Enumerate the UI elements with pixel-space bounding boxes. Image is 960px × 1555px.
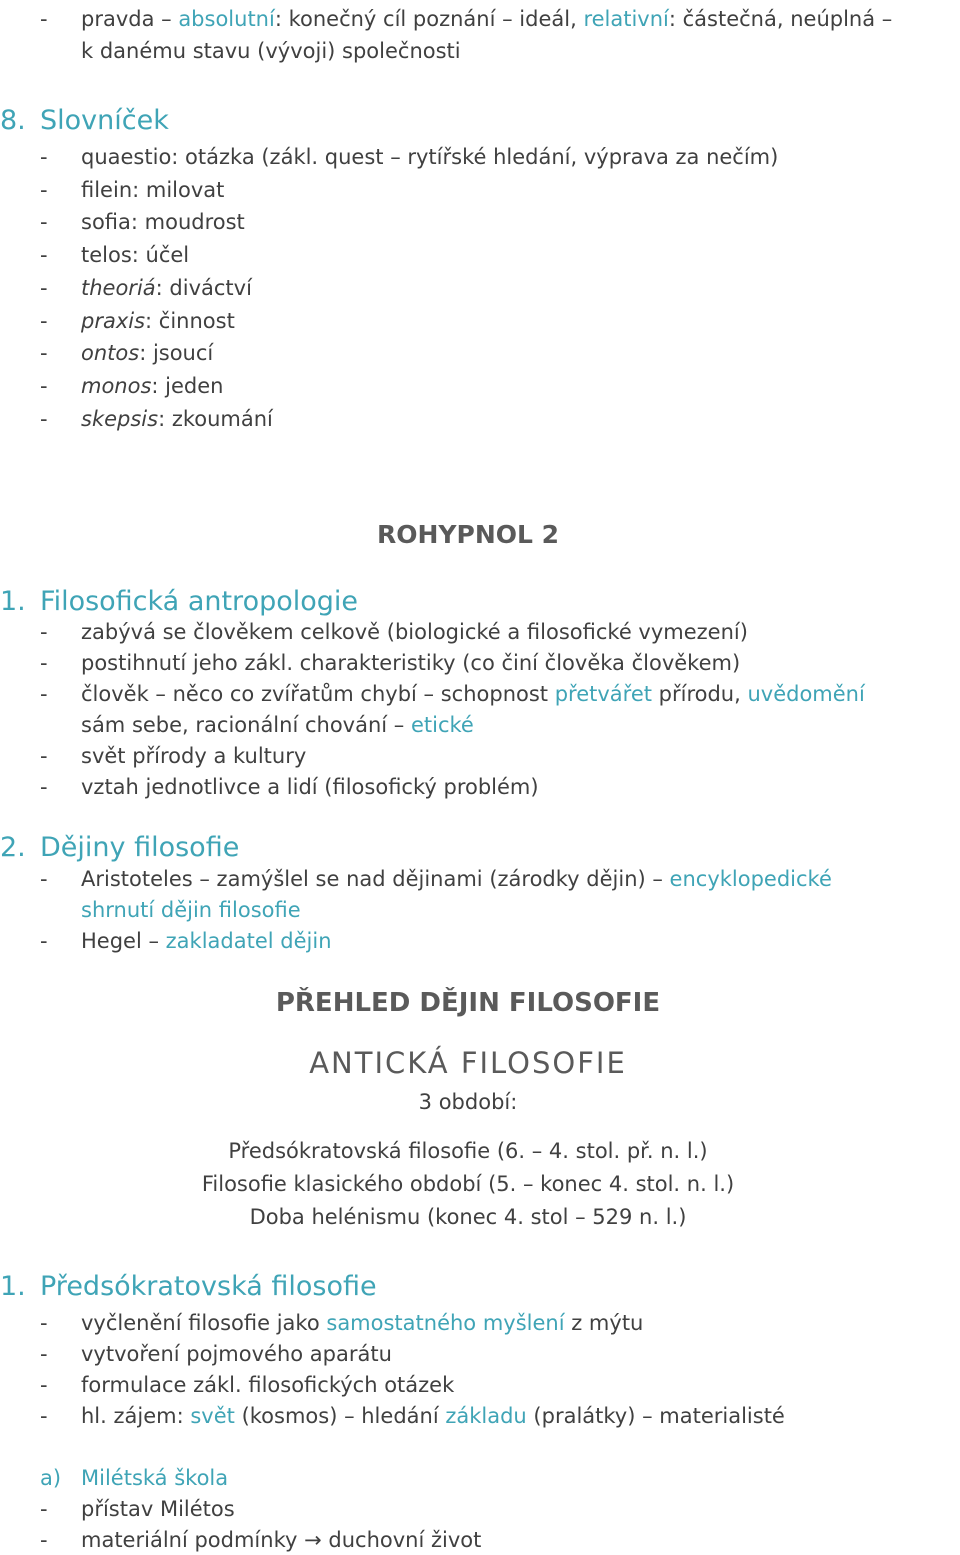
heading-number: 1. [0,1271,26,1302]
bullet-dash: - [40,178,48,202]
term-pretvaret: přetvářet [554,682,652,706]
subsection-text: Milétská škola [81,1466,229,1490]
term-uvedomeni: uvědomění [747,682,865,706]
bullet-dash: - [40,1497,48,1521]
bullet-dash: - [40,620,48,644]
heading-number: 1. [0,586,26,617]
bullet-dash: - [40,341,48,365]
text: hl. zájem: [81,1404,191,1428]
page-title-prehled: PŘEHLED DĚJIN FILOSOFIE [275,988,661,1018]
bullet-dash: - [40,7,48,31]
subtitle-anticka: ANTICKÁ FILOSOFIE [309,1046,627,1080]
heading-text: Dějiny filosofie [40,832,240,863]
text: pravda – [81,7,179,31]
heading-text: Předsókratovská filosofie [40,1271,377,1302]
text: k danému stavu (vývoji) společnosti [81,39,461,63]
bullet-dash: - [40,744,48,768]
text: duchovní život [321,1528,482,1552]
term-encyklopedicke: encyklopedické [669,867,832,891]
text: vztah jednotlivce a lidí (filosofický problém) [81,775,539,799]
glossary-definition: : jeden [151,374,224,398]
text: Aristoteles – zamýšlel se nad dějinami (zárodky dějin) – [81,867,670,891]
glossary-term: praxis [81,309,146,333]
text: přírodu, [651,682,748,706]
text: z mýtu [564,1311,644,1335]
glossary-term: ontos [81,341,140,365]
glossary-definition: : moudrost [130,210,245,234]
text: : konečný cíl poznání – ideál, [274,7,584,31]
term-zakladu: základu [445,1404,527,1428]
glossary-term: telos [81,243,132,267]
bullet-dash: - [40,1342,48,1366]
term-svet: svět [190,1404,235,1428]
glossary-definition: : milovat [132,178,225,202]
text: přístav Milétos [81,1497,235,1521]
glossary-term: monos [81,374,152,398]
glossary-definition: : otázka (zákl. quest – rytířské hledání, výprava za nečím) [171,145,779,169]
subsection-label: a) [40,1466,62,1490]
term-relativni: relativní [583,7,669,31]
bullet-dash: - [40,407,48,431]
bullet-dash: - [40,374,48,398]
bullet-dash: - [40,775,48,799]
text: zabývá se člověkem celkově (biologické a filosofické vymezení) [81,620,748,644]
term-zakladatel: zakladatel dějin [165,929,332,953]
glossary-term: theoriá [81,276,156,300]
obdobi-item-2: Filosofie klasického období (5. – konec 4. stol. n. l.) [201,1172,735,1196]
term-eticke: etické [410,713,474,737]
glossary-term: filein [81,178,133,202]
arrow-right-icon: → [304,1528,322,1552]
bullet-dash: - [40,309,48,333]
glossary-definition: : účel [131,243,190,267]
text: člověk – něco co zvířatům chybí – schopnost [81,682,555,706]
bullet-dash: - [40,651,48,675]
heading-number: 8. [0,105,26,136]
bullet-dash: - [40,243,48,267]
bullet-dash: - [40,1373,48,1397]
obdobi-label: 3 období: [418,1090,518,1114]
bullet-dash: - [40,682,48,706]
bullet-dash: - [40,210,48,234]
glossary-definition: : jsoucí [139,341,214,365]
text: materiální podmínky [81,1528,305,1552]
text: svět přírody a kultury [81,744,307,768]
glossary-term: skepsis [81,407,159,431]
text: vytvoření pojmového aparátu [81,1342,392,1366]
term-shrnuti: shrnutí dějin filosofie [81,898,301,922]
bullet-dash: - [40,1404,48,1428]
bullet-dash: - [40,1528,48,1552]
text: (pralátky) – materialisté [526,1404,785,1428]
bullet-dash: - [40,1311,48,1335]
obdobi-item-3: Doba helénismu (konec 4. stol – 529 n. l.) [249,1205,687,1229]
heading-text: Filosofická antropologie [40,586,359,617]
text: sám sebe, racionální chování – [81,713,411,737]
heading-text: Slovníček [40,105,169,136]
term-samostatne: samostatného myšlení [326,1311,565,1335]
bullet-dash: - [40,145,48,169]
text: Hegel – [81,929,166,953]
glossary-definition: : činnost [145,309,235,333]
heading-number: 2. [0,832,26,863]
glossary-term: sofia [81,210,131,234]
text: : částečná, neúplná – [668,7,893,31]
glossary-term: quaestio [81,145,172,169]
term-absolutni: absolutní [178,7,275,31]
obdobi-item-1: Předsókratovská filosofie (6. – 4. stol. př. n. l.) [228,1139,708,1163]
glossary-definition: : diváctví [155,276,252,300]
glossary-definition: : zkoumání [158,407,273,431]
text: vyčlenění filosofie jako [81,1311,327,1335]
text: (kosmos) – hledání [234,1404,446,1428]
bullet-dash: - [40,276,48,300]
text: postihnutí jeho zákl. charakteristiky (co činí člověka člověkem) [81,651,741,675]
text: formulace zákl. filosofických otázek [81,1373,455,1397]
page-title-rohypnol: ROHYPNOL 2 [376,520,560,549]
bullet-dash: - [40,867,48,891]
bullet-dash: - [40,929,48,953]
